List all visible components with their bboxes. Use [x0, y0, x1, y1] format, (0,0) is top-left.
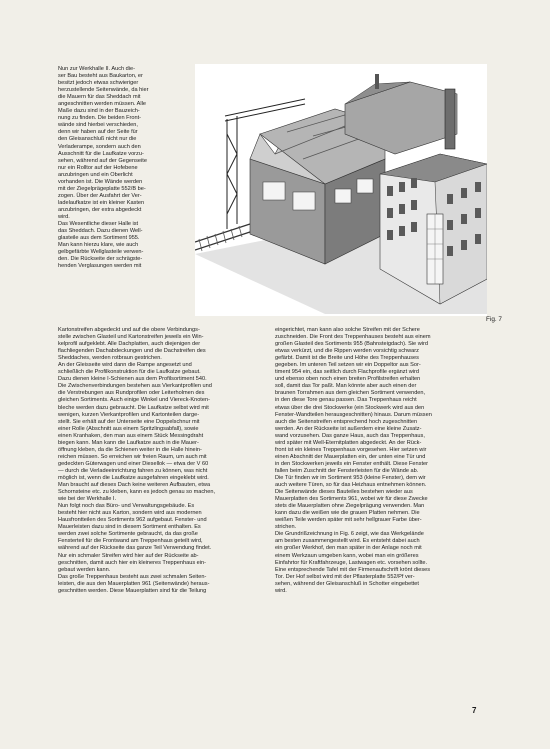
text-column-top-left: Nun zur Werkhalle II. Auch die- ser Bau besteht aus Baukarton, er besitzt jedoch etwas schwieriger herzustellende Seitenwände, da hier die Mauern für das Sheddach mit angeschnitten werden müssen. Alle Maße dazu sind in der Bauzeich- nung zu finden. Die beiden Front- wände sind hierbei verschieden, denn wir haben auf der Seite für den Gleisanschluß nicht nur die Verladerampe, sondern auch den Ausschnitt für die Laufkatze vorzu- sehen, während auf der Gegenseite nur ein Rolltor auf der Hofebene anzubringen und ein Oberlicht vorhanden ist. Die Wände werden mit der Ziegelprägeplatte 552/B be- zogen. Über der Ausfahrt der Ver- ladelaufkatze ist ein kleiner Kasten anzubringen, der extra abgedeckt wird. Das Wesentliche dieser Halle ist das Sheddach. Dazu dienen Well- glasteile aus dem Sortiment 955. Man kann hierzu klare, wie auch gelbgefärbte Wellglasteile verwen- den. Die Rückseite der schrägste- henden Verglasungen werden mit	[58, 66, 149, 270]
figure-caption: Fig. 7	[486, 316, 502, 323]
workshop-model-illustration	[195, 64, 487, 316]
text-column-bottom-left: Kartonstreifen abgedeckt und auf die obere Verbindungs- stelle zwischen Glasteil und Kartonstreifen jeweils ein Win- kelprofil aufgeklebt. Alle Dachplatten, auch diejenigen der flachliegenden Dachabdeckungen und die Dachstreifen des Sheddaches, werden rotbraun gestrichen. An der Gleisseite wird dann die Rampe angesetzt und schließlich die Profilkonstruktion für die Laufkatze gebaut. Dazu dienen kleine I-Schienen aus dem Profilsortiment 540. Die Zwischenverbindungen bestehen aus Vierkantprofilen und die Verstrebungen aus Rundprofilen oder Leiterholmen des gleichen Sortiments. Auch einige Winkel und Viereck-Knoten- bleche werden dazu gebraucht. Die Laufkatze selbst wird mit wenigen, kurzen Vierkantprofilen und Kartonteilen darge- stellt. Sie erhält auf der Unterseite eine Doppelschnur mit einer Rolle (Abschnitt aus einem Spritzlingsabfall), sowie einen Kranhaken, den man aus einem Stück Messingdraht biegen kann. Man kann die Laufkatze auch in die Mauer- öffnung kleben, da die Schienen weiter in die Halle hinein- reichen müssen. So erreichen wir freien Raum, um auch mit gedeckten Güterwagen und einer Diesellok — etwa der V 60 — durch die Verladeeinrichtung fahren zu können, was nicht möglich ist, wenn die Laufkatze ausgefahren eingeklebt wird. Man braucht auf dieses Dach keine weiteren Aufbauten, etwa Schornsteine etc. zu kleben, kann es jedoch genau so machen, wie bei der Werkhalle I. Nun folgt noch das Büro- und Verwaltungsgebäude. Es besteht hier nicht aus Karton, sondern wird aus modernen Hausfrontteilen des Sortiments 962 aufgebaut. Fenster- und Mauerleisten dazu sind in diesem Sortiment enthalten. Es werden zwei solche Sortimente gebraucht, da das große Fensterteil für die Frontwand am Treppenhaus geteilt wird, während auf der Rückseite das ganze Teil Verwendung findet. Nur ein schmaler Streifen wird hier auf der Rückseite ab- geschnitten, damit auch hier ein kleineres Treppenhaus ein- gebaut werden kann. Das große Treppenhaus besteht aus zwei schmalen Seiten- leisten, die aus den Mauerplatten 961 (Seitenwände) heraus- geschnitten werden. Diese Mauerplatten sind für die Teilung	[58, 327, 216, 594]
figure-photo	[195, 64, 487, 316]
text-column-right: eingerichtet, man kann also solche Streifen mit der Schere zuschneiden. Die Front des Treppenhauses besteht aus einem großen Glasteil des Sortiments 955 (Bahnsteigdach). Sie wird etwas verkürzt, und die Rippen werden vorsichtig schwarz gefärbt. Damit ist die Breite und Höhe des Treppenhauses gegeben. Im unteren Teil setzen wir ein Doppeltor aus Sor- timent 954 ein, das seitlich durch Flachprofile ergänzt wird und ebenso oben noch einen breiten Profilstreifen erhalten soll, damit das Tor paßt. Man könnte aber auch einen der braunen Torrahmen aus dem gleichen Sortiment verwenden, in den diese Tore genau passen. Das Treppenhaus reicht etwas über die drei Stockwerke (ein Stockwerk wird aus den Fenster-Wandteilen herausgeschnitten) hinaus. Darum müssen auch die Seitenstreifen entsprechend hoch zugeschnitten werden. An der Rückseite ist außerdem eine kleine Zusatz- wand vorzusehen. Das ganze Haus, auch das Treppenhaus, wird später mit Well-Eternitplatten abgedeckt. An der Rück- front ist ein kleines Treppenhaus vorgesehen. Hier setzen wir einen Abschnitt der Mauerplatten ein, der unten eine Tür und in den Stockwerken jeweils ein Fenster enthält. Diese Fenster fallen beim Zuschnitt der Fensterleisten für die Wände ab. Die Tür finden wir im Sortiment 953 (kleine Fenster), dem wir auch weitere Türen, so für das Heizhaus entnehmen können. Die Seitenwände dieses Bauteiles bestehen wieder aus Mauerplatten des Sortiments 961, wobei wir für diese Zwecke stets die Mauerplatten ohne Ziegelprägung verwenden. Man kann dazu die weißen wie die grauen Platten nehmen. Die weißen Teile werden später mit sehr hellgrauer Farbe über- strichen. Die Grundrißzeichnung in Fig. 6 zeigt, wie das Werkgelände am besten zusammengestellt wird. Es entsteht dabei auch ein großer Werkhof, den man später in der Anlage noch mit einem Werkzaun umgeben kann, wobei man ein größeres Einfahrtor für Kraftfahrzeuge, Lastwagen etc. vorsehen sollte. Eine entsprechende Tafel mit der Firmenaufschrift krönt dieses Tor. Der Hof selbst wird mit der Pflasterplatte 552/Pf ver- sehen, während der Gleisanschluß in Schotter eingebettet wird.	[275, 327, 432, 594]
page-number: 7	[472, 706, 477, 715]
